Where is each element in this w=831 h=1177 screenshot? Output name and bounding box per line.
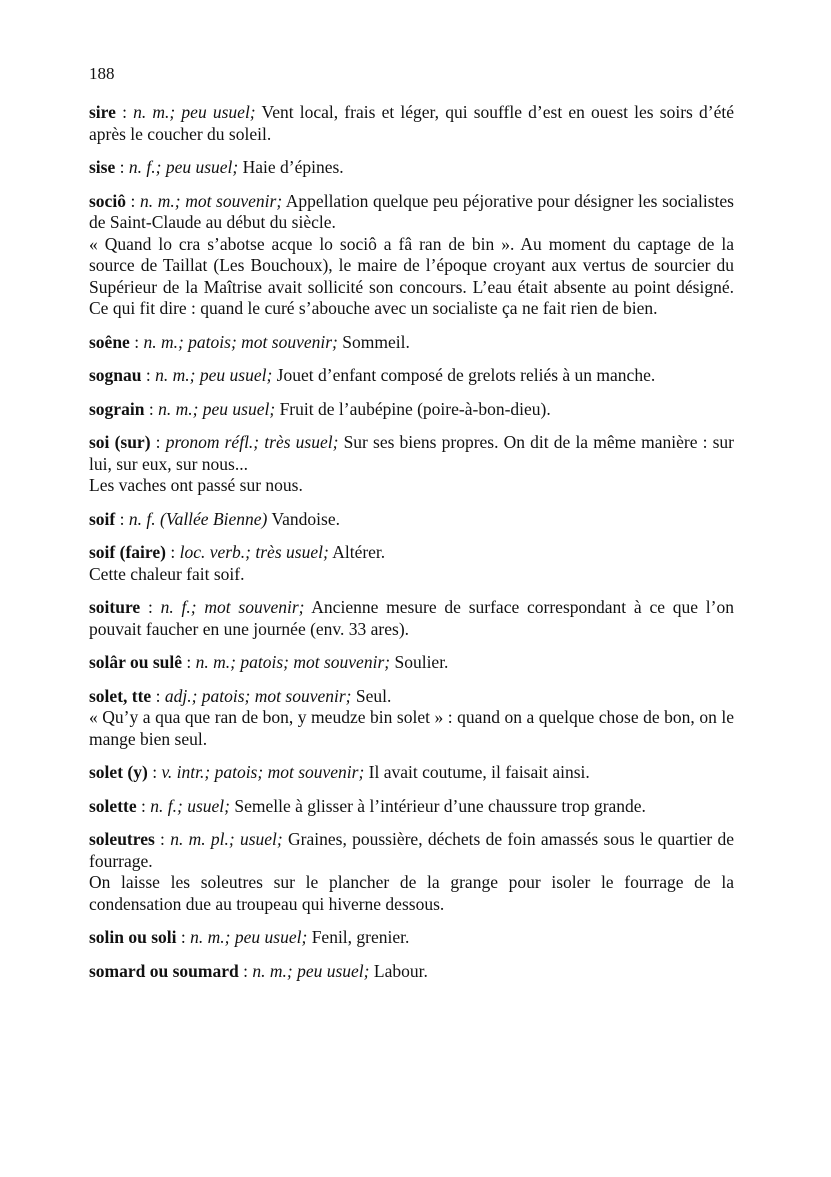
entry-grammar: n. m.; mot souvenir;: [140, 190, 283, 211]
entry-example: On laisse les soleutres sur le plancher de la grange pour isoler le fourrage de la condensation due au troupeau qui hiverne dessous.: [89, 872, 734, 914]
entry-headword: solette: [89, 795, 137, 816]
entry-headword: soêne: [89, 331, 130, 352]
dictionary-entry: soif : n. f. (Vallée Bienne) Vandoise.: [89, 508, 340, 529]
dictionary-entry: soif (faire) : loc. verb.; très usuel; Altérer. Cette chaleur fait soif.: [89, 542, 734, 585]
entry-definition: Graines, poussière, déchets de foin amassés sous le quartier de fourrage.: [89, 829, 734, 871]
entry-grammar: n. f.; peu usuel;: [128, 157, 239, 177]
entry-grammar: n. m.; peu usuel;: [190, 927, 308, 947]
dictionary-entry: soleutres : n. m. pl.; usuel; Graines, poussière, déchets de foin amassés sous le quartier de fourrage. On laisse les soleutres sur le plancher de la grange pour isoler le fourrage de la condensation due au troupeau qui hiverne dessous.: [89, 829, 734, 914]
entry-list: [89, 102, 734, 982]
entry-definition: Jouet d’enfant composé de grelots reliés à un manche.: [276, 365, 656, 385]
dictionary-entry: solâr ou sulê : n. m.; patois; mot souvenir; Soulier.: [89, 652, 449, 672]
dictionary-entry: solet, tte : adj.; patois; mot souvenir; Seul. « Qu’y a qua que ran de bon, y meudze bin solet » : quand on a quelque chose de bon, on le mange bien seul.: [89, 685, 734, 749]
entry-headword: soif: [89, 508, 116, 529]
entry-grammar: n. m.; peu usuel;: [133, 102, 256, 122]
entry-example: Cette chaleur fait soif.: [89, 563, 245, 584]
dictionary-entry: soi (sur) : pronom réfl.; très usuel; Sur ses biens propres. On dit de la même manière : sur lui, sur eux, sur nous... Les vaches ont passé sur nous.: [89, 432, 734, 495]
entry-grammar: n. m.; patois; mot souvenir;: [143, 331, 338, 352]
entry-definition: Sommeil.: [342, 331, 410, 352]
dictionary-entry: soiture : n. f.; mot souvenir; Ancienne mesure de surface correspondant à ce que l’on pouvait faucher en une journée (env. 33 ares).: [89, 597, 734, 639]
dictionary-entry: somard ou soumard : n. m.; peu usuel; Labour.: [89, 960, 428, 981]
entry-grammar: loc. verb.; très usuel;: [179, 542, 329, 562]
entry-headword: sociô: [89, 190, 126, 211]
dictionary-entry: sociô : n. m.; mot souvenir; Appellation quelque peu péjorative pour désigner les socialistes de Saint-Claude au début du siècle. « Quand lo cra s’abotse acque lo sociô a fâ ran de bin ». Au moment du captage de la source de Taillat (Les Bouchoux), le maire de l’époque croyant aux vertus de sourcier du Supérieur de la Maîtrise avait sollicité son concours. L’eau était absente au point désigné. Ce qui fit dire : quand le curé s’abouche avec un socialiste ça ne fait rien de bien.: [89, 190, 734, 318]
entry-example: « Quand lo cra s’abotse acque lo sociô a fâ ran de bin ». Au moment du captage de la source de Taillat (Les Bouchoux), le maire de l’époque croyant aux vertus de sourcier du Supérieur de la Maîtrise avait sollicité son concours. L’eau était absente au point désigné. Ce qui fit dire : quand le curé s’abouche avec un socialiste ça ne fait rien de bien.: [89, 233, 734, 318]
entry-definition: Soulier.: [394, 652, 449, 672]
dictionary-entry: sise : n. f.; peu usuel; Haie d’épines.: [89, 157, 344, 177]
entry-grammar: n. m. pl.; usuel;: [170, 829, 283, 849]
entry-definition: Altérer.: [332, 542, 386, 562]
dictionary-entry: solette : n. f.; usuel; Semelle à glisser à l’intérieur d’une chaussure trop grande.: [89, 795, 646, 816]
entry-grammar: n. m.; peu usuel;: [155, 365, 273, 385]
dictionary-entry: solet (y) : v. intr.; patois; mot souvenir; Il avait coutume, il faisait ainsi.: [89, 762, 590, 782]
entry-headword: sise: [89, 157, 116, 177]
entry-grammar: n. f.; usuel;: [150, 795, 230, 816]
entry-headword: sograin: [89, 398, 145, 419]
entry-example: Les vaches ont passé sur nous.: [89, 475, 303, 495]
dictionary-entry: soêne : n. m.; patois; mot souvenir; Sommeil.: [89, 331, 410, 352]
entry-grammar: adj.; patois; mot souvenir;: [164, 685, 352, 706]
entry-headword: soiture: [89, 597, 141, 617]
dictionary-entry: sognau : n. m.; peu usuel; Jouet d’enfant composé de grelots reliés à un manche.: [89, 365, 656, 385]
dictionary-entry: solin ou soli : n. m.; peu usuel; Fenil, grenier.: [89, 927, 410, 947]
entry-headword: solâr ou sulê: [89, 652, 183, 672]
entry-headword: somard ou soumard: [89, 960, 239, 981]
entry-example: « Qu’y a qua que ran de bon, y meudze bin solet » : quand on a quelque chose de bon, on le mange bien seul.: [89, 707, 734, 749]
entry-headword: solet (y): [89, 762, 148, 782]
entry-definition: Vent local, frais et léger, qui souffle d’est en ouest les soirs d’été après le coucher du soleil.: [89, 102, 734, 144]
dictionary-entry: sire : n. m.; peu usuel; Vent local, frais et léger, qui souffle d’est en ouest les soirs d’été après le coucher du soleil.: [89, 102, 734, 144]
entry-headword: sire: [89, 102, 116, 122]
entry-definition: Il avait coutume, il faisait ainsi.: [368, 762, 590, 782]
entry-grammar: n. m.; peu usuel;: [252, 960, 370, 981]
entry-grammar: n. m.; patois; mot souvenir;: [195, 652, 391, 672]
entry-definition: Vandoise.: [271, 508, 340, 529]
entry-definition: Fruit de l’aubépine (poire-à-bon-dieu).: [279, 398, 551, 419]
entry-grammar: n. f.; mot souvenir;: [160, 597, 305, 617]
dictionary-entry: sograin : n. m.; peu usuel; Fruit de l’aubépine (poire-à-bon-dieu).: [89, 398, 551, 419]
entry-headword: soif (faire): [89, 542, 166, 562]
entry-definition: Labour.: [373, 960, 428, 981]
entry-grammar: n. f. (Vallée Bienne): [128, 508, 268, 529]
entry-grammar: v. intr.; patois; mot souvenir;: [161, 762, 365, 782]
entry-headword: solin ou soli: [89, 927, 177, 947]
entry-definition: Appellation quelque peu péjorative pour désigner les socialistes de Saint-Claude au début du siècle.: [89, 190, 734, 232]
entry-grammar: pronom réfl.; très usuel;: [165, 432, 339, 452]
entry-headword: soleutres: [89, 829, 155, 849]
entry-grammar: n. m.; peu usuel;: [158, 398, 276, 419]
entry-headword: solet, tte: [89, 685, 152, 706]
entry-definition: Haie d’épines.: [242, 157, 344, 177]
entry-headword: sognau: [89, 365, 142, 385]
entry-definition: Seul.: [355, 685, 392, 706]
entry-definition: Ancienne mesure de surface correspondant à ce que l’on pouvait faucher en une journée (env. 33 ares).: [89, 597, 734, 639]
dictionary-page: [89, 62, 734, 994]
entry-headword: soi (sur): [89, 432, 151, 452]
entry-definition: Fenil, grenier.: [311, 927, 410, 947]
page-number: 188: [89, 64, 115, 83]
entry-definition: Semelle à glisser à l’intérieur d’une chaussure trop grande.: [234, 795, 646, 816]
entry-definition: Sur ses biens propres. On dit de la même manière : sur lui, sur eux, sur nous...: [89, 432, 734, 474]
